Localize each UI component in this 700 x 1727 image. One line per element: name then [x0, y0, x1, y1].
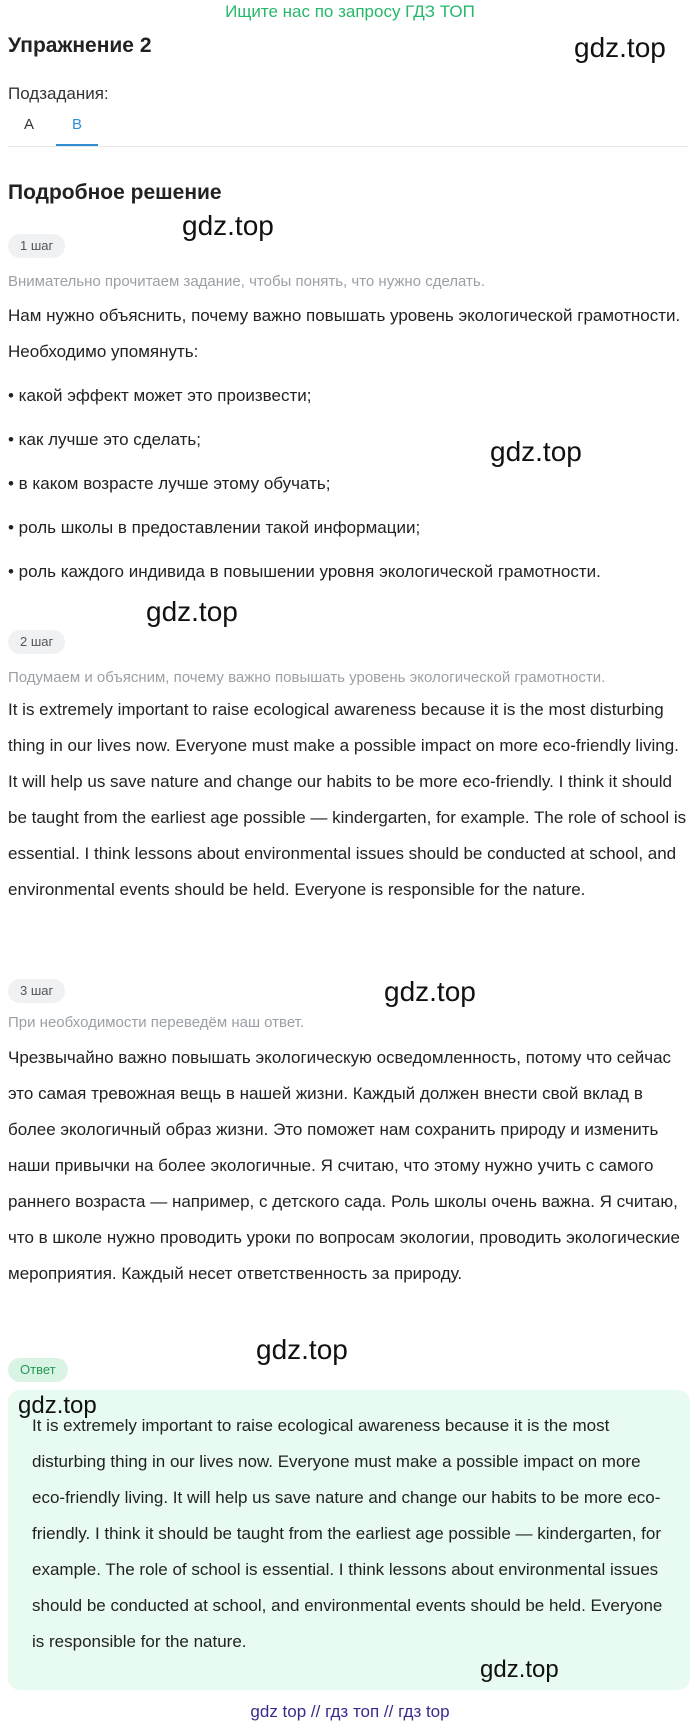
footer-links[interactable]: gdz top // гдз топ // гдз top	[250, 1702, 450, 1721]
exercise-title: Упражнение 2	[8, 34, 152, 57]
step-2-badge: 2 шаг	[8, 630, 65, 654]
step-1-badge: 1 шаг	[8, 234, 65, 258]
watermark: gdz.top	[146, 596, 238, 627]
step-2-paragraph: It is extremely important to raise ecological awareness because it is the most disturbing thing in our lives now. Everyone must make a possible impact on more eco-friendly living. It will help us save nature and change our habits to be more eco-friendly. I think it should be taught from the earliest age possible — kindergarten, for example. The role of school is essential. I think lessons about environmental issues should be conducted at school, and environmental events should be held. Everyone is responsible for the nature.	[8, 700, 687, 899]
watermark: gdz.top	[384, 976, 476, 1007]
step-1-paragraph: Нам нужно объяснить, почему важно повышать уровень экологической грамотности. Необходимо упомянуть:	[8, 306, 681, 361]
watermark: gdz.top	[574, 32, 666, 63]
tab-a[interactable]: A	[23, 116, 34, 133]
step-1-bullet: • в каком возрасте лучше этому обучать;	[8, 474, 331, 493]
answer-text: It is extremely important to raise ecological awareness because it is the most disturbing thing in our lives now. Everyone must make a possible impact on more eco-friendly living. It will help us save nature and change our habits to be more eco-friendly. I think it should be taught from the earliest age possible — kindergarten, for example. The role of school is essential. I think lessons about environmental issues should be conducted at school, and environmental events should be held. Everyone is responsible for the nature.	[32, 1416, 663, 1651]
step-1-bullet: • какой эффект может это произвести;	[8, 386, 312, 405]
step-3-badge: 3 шаг	[8, 979, 65, 1003]
step-1-bullet: • роль каждого индивида в повышении уровня экологической грамотности.	[8, 562, 601, 581]
step-2-content	[8, 692, 690, 908]
step-2-hint: Подумаем и объясним, почему важно повышать уровень экологической грамотности.	[8, 669, 606, 686]
subtask-tabs	[8, 112, 688, 147]
answer-badge: Ответ	[8, 1358, 68, 1382]
step-1-bullet: • как лучше это сделать;	[8, 430, 201, 449]
step-1-hint: Внимательно прочитаем задание, чтобы понять, что нужно сделать.	[8, 273, 485, 290]
step-3-content	[8, 1040, 690, 1292]
step-1-content	[8, 298, 690, 590]
top-banner[interactable]: Ищите нас по запросу ГДЗ ТОП	[225, 2, 475, 21]
watermark: gdz.top	[18, 1392, 97, 1419]
watermark: gdz.top	[480, 1656, 559, 1683]
watermark: gdz.top	[256, 1334, 348, 1365]
subtasks-label: Подзадания:	[8, 84, 109, 103]
step-1-bullet: • роль школы в предоставлении такой информации;	[8, 518, 421, 537]
step-3-paragraph: Чрезвычайно важно повышать экологическую осведомленность, потому что сейчас это самая тревожная вещь в нашей жизни. Каждый должен внести свой вклад в более экологичный образ жизни. Это поможет нам сохранить природу и изменить наши привычки на более экологичные. Я считаю, что этому нужно учить с самого раннего возраста — например, с детского сада. Роль школы очень важна. Я считаю, что в школе нужно проводить уроки по вопросам экологии, проводить экологические мероприятия. Каждый несет ответственность за природу.	[8, 1048, 680, 1283]
tab-b[interactable]: B	[56, 112, 98, 146]
step-3-hint: При необходимости переведём наш ответ.	[8, 1014, 305, 1031]
solution-heading: Подробное решение	[8, 181, 222, 204]
watermark: gdz.top	[490, 436, 582, 467]
watermark: gdz.top	[182, 210, 274, 241]
